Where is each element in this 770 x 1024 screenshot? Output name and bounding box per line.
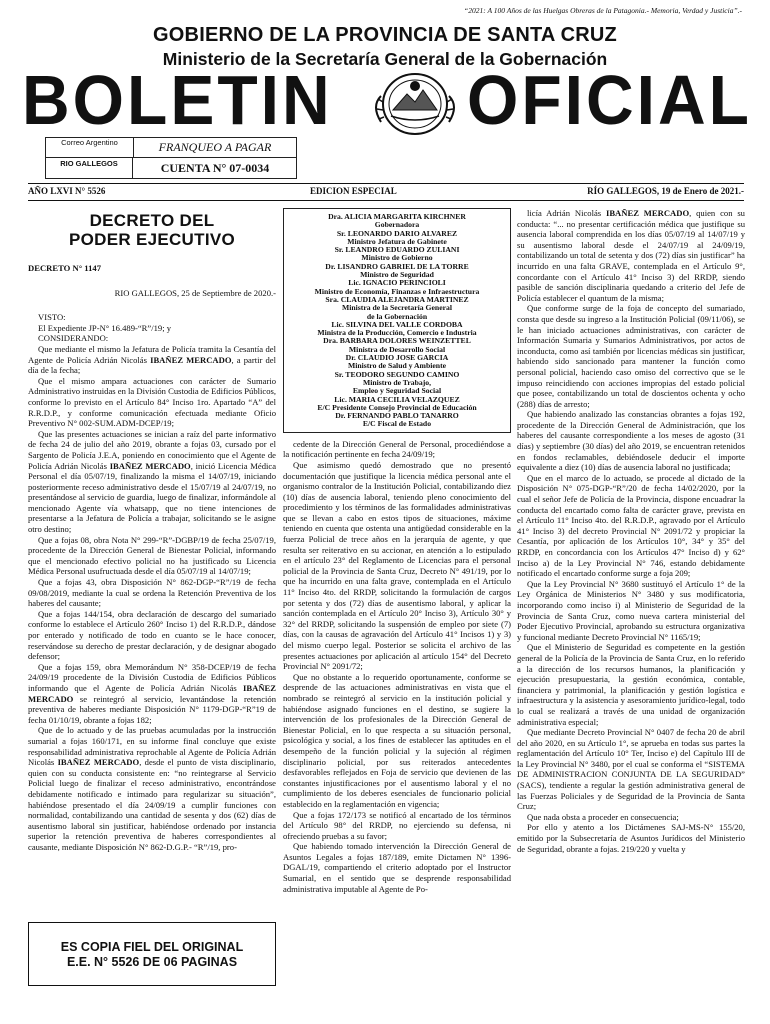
issue-edition: EDICION ESPECIAL [310, 186, 397, 196]
signatory-line: Sr. TEODORO SEGUNDO CAMINO [334, 369, 460, 379]
signatory-line: E/C Fiscal de Estado [362, 419, 432, 429]
signatory-line: Dr. FERNANDO PABLO TANARRO [335, 411, 459, 421]
paragraph: Por ello y atento a los Dictámenes SAJ-MS-N° 155/20, emitido por la Subsecretaría de Asuntos Jurídicos del Ministerio de Seguridad, obrante a fojas. 219/220 y vuelta y [517, 822, 745, 854]
signatory-line: Ministro de Gobierno [361, 253, 433, 263]
paragraph: Que la Ley Provincial N° 3680 sustituyó el Artículo 1° de la Ley Orgánica de Ministerios N° 3480 y sus modificatoria, incorporando como inciso i) al Ministerio de Seguridad de la Provincia de Santa Cruz, como nueva cartera ministerial del Poder Ejecutivo Provincial, aprobando su estructura organizativa y funcional mediante Decreto Provincial N° 1165/19; [517, 578, 745, 642]
ministry-title: Ministerio de la Secretaría General de la Gobernación [162, 49, 608, 69]
decree-place-date: RIO GALLEGOS, 25 de Septiembre de 2020.- [114, 287, 276, 298]
paragraph: Que mediante Decreto Provincial N° 0407 de fecha 20 de abril del año 2020, en su Artículo 1°, se aprueba en todas sus partes la reglamentación del Artículo 10° Ter, Inciso e) del Capítulo III de la Ley Provincial N° 3480, por el cual se conforma el “SISTEMA DE ADMINISTRACION CONJUNTA DE LA SEGURIDAD” (SACS), tendiente a regular la gestión administrativa general de las Fuerzas Policiales y de Seguridad de la Provincia de Santa Cruz; [517, 727, 745, 812]
masthead-word-oficial: OFICIAL [467, 61, 752, 139]
paragraph: Que conforme surge de la foja de concepto del sumariado, consta que desde su ingreso a la Institución Policial (09/11/06), se le han iniciado actuaciones administrativas, con carácter de Información Sumaria y Sumarios Administrativos, por actos de inconducta, como así también por licencias médicas sin justificar, habiendo sido sancionado para mantener la función como personal policial, haciendo caso omiso del correctivo que se le impuso reincidiendo con acciones impropias del estado policial que posee, contabilizando un total de doscientos ochenta y ocho (288) días de arresto; [517, 303, 745, 409]
divider-top [28, 183, 744, 184]
signatory-line: Empleo y Seguridad Social [352, 386, 442, 396]
paragraph: Que asimismo quedó demostrado que no presentó documentación que justifique la licencia médica personal ante el organismo contralor de la Institución Policial, contabilizando diez (10) días de ausencia laboral, teniendo pleno conocimiento del procedimiento y los términos de las formalidades administrativas que se llevan a cabo en estos tipos de situaciones, máxime teniendo en cuenta que ostenta una antigüedad considerable en la fuerza Policial de trece años en la jerarquía de agente, y que resulta ser reiterativo en su accionar, en atención a lo estipulado en el artículo 23° del Reglamento de Licencias para el personal policial de la Provincia de Santa Cruz, Decreto N° 491/19, por lo que ha incurrido en una falta grave, contemplada en el Artículo 11° Inciso 4to. del RRDP, solicitando la formulación de cargos por setenta y dos (72) días de ausentismo laboral, y aplicar la sanción contemplada en el Artículo 20° Inciso 3), Artículo 30° y 32° del RRDP, solicitando la suspensión de empleo por siete (7) días, con la causas de agravación del Artículo 41° Incisos 1) y 3) del mismo cuerpo legal. Posterior se solicita el archivo de las presentes actuaciones por aplicación al artículo 154° del Decreto Provincial N° 2091/72; [283, 459, 511, 672]
signatory-line: de la Gobernación [366, 311, 428, 321]
signatory-line: Dr. LISANDRO GABRIEL DE LA TORRE [325, 261, 469, 271]
signatory-line: Ministro de Seguridad [360, 270, 434, 280]
signatories-box [283, 208, 511, 433]
paragraph: El Expediente JP-N° 16.489-“R”/19; y [38, 322, 172, 333]
paragraph: Que en el marco de lo actuado, se procede al dictado de la Disposición N° 075-DGP-“R”/20 de fecha 14/02/2020, por la cual el señor Jefe de Policía de la Provincia, dispone encuadrar la conducta del encartado como falta de carácter grave, prevista en el Artículo 11° Inciso 4to. del R.R.D.P., agravado por el Artículo 41° Inciso 3) del decreto Provincial N° 2091/72 y propiciar la Cesantía, por aplicación de los Artículos 10°, 34° y 35° del RRDP, en concordancia con los Artículos 47° Inciso d) y 62° Inciso a) de la Ley Provincial N° 746, estando debidamente notificado el encartado conforme surge a foja 209; [517, 472, 745, 579]
divider-bottom [28, 200, 744, 201]
signatory-line: Sra. CLAUDIA ALEJANDRA MARTINEZ [325, 294, 469, 304]
paragraph: Que el Ministerio de Seguridad es competente en la gestión general de la Policía de la Provincia de Santa Cruz, en lo referido a la dirección de los recursos humanos, la planificación y ejecución presupuestaria, la gestión económica, contable, financiera y patrimonial, la planificación y gestión logística e infraestructura y la asistencia y asesoramiento jurídico-legal, todo lo cual se realizará a través de una unidad de organización administrativa especial; [517, 642, 745, 727]
signatory-line: Ministro de Salud y Ambiente [347, 361, 447, 371]
paragraph: Que mediante el mismo la Jefatura de Policía tramita la Cesantía del Agente de Policía Adrián Nicolás IBAÑEZ MERCADO, a partir del día de la fecha; [28, 343, 276, 376]
signatory-line: Gobernadora [374, 220, 420, 230]
government-title: GOBIERNO DE LA PROVINCIA DE SANTA CRUZ [153, 24, 617, 46]
column-1-body [28, 312, 276, 852]
column-3-body [517, 208, 745, 854]
signatory-line: Dra. BARBARA DOLORES WEINZETTEL [323, 336, 471, 346]
paragraph: Que no obstante a lo requerido oportunamente, conforme se desprende de las actuaciones administrativas en vista que el nombrado se reintegró al servicio en la institución policial y habiéndose asignado funciones en el destino, se sugiere la intervención de los profesionales de la Dirección General de Bienestar Policial, en lo que respecta a su situación personal, psicológica y social, a los fines de establecer las aptitudes en el desempeño de la función policial y la sujeción al régimen disciplinario policial, por sus reiterados antecedentes desfavorables reflejados en Foja de servicio que devienen de las constantes injustificaciones por el ausentismo laboral y el no cumplimiento de los deberes esenciales de funcionario policial establecido en la reglamentación en vigencia; [283, 671, 511, 809]
signatory-line: Ministro Jefatura de Gabinete [347, 236, 447, 246]
signatory-line: Lic. IGNACIO PERINCIOLI [348, 278, 446, 288]
paragraph: Que a fojas 08, obra Nota N° 299-“R”-DGBP/19 de fecha 25/07/19, procedente de la Dirección General de Bienestar Policial, informando que el mencionado efectivo policial no ha justificado su Licencia Médica Personal usufructuada desde el día 05/07/19 al 14/07/19; [28, 534, 276, 577]
provincial-seal-icon [367, 66, 463, 138]
postal-franqueo: FRANQUEO A PAGAR [134, 138, 296, 158]
signatory-line: E/C Presidente Consejo Provincial de Educación [317, 402, 477, 412]
paragraph: Que a fojas 43, obra Disposición N° 862-DGP-“R”/19 de fecha 09/08/2019, mediante la cual se ordena la Retención Preventiva de los haberes del causante; [28, 577, 276, 609]
masthead [22, 61, 752, 139]
paragraph: Que habiendo tomado intervención la Dirección General de Asuntos Legales a fojas 187/189, emite Dictamen N° 1396-DGAL/19, compartiendo el criterio adoptado por el Instructor Sumarial, en el sentido que se desprende responsabilidad administrativa imputable al Agente de Po- [283, 841, 511, 894]
paragraph: Que habiendo analizado las constancias obrantes a fojas 192, procedente de la Dirección General de Administración, que los haberes del causante correspondiente a los meses de agosto (31 días) y septiembre (30 días) del año 2019, se encuentran retenidos en fondos reclamables, debiéndosele deducir el importe equivalente a diez (10) días de ausencia laboral no justificada; [517, 409, 745, 473]
column-3 [517, 208, 745, 854]
paragraph: Que de lo actuado y de las pruebas acumuladas por la instrucción sumarial a fojas 160/171, en su informe final concluye que existe responsabilidad administrativa reprochable al Agente de Policía Adrián Nicolás IBAÑEZ MERCADO, desde el punto de vista disciplinario, quien con su conducta consistente en: “no reintegrarse al Servicio Policial luego de finalizar el receso administrativo, encontrándose debidamente notificado e intimado para regularizar su situación”, habiéndose presentado el día 24/09/19 a cumplir funciones con normalidad, contabilizando una cantidad de sesenta y dos (62) días de ausentismo laboral sin justificar, habiéndose ordenado por instancia superior la retención preventiva de haberes correspondientes al causante, mediante Disposición N° 862-D.G.P.- “R”/19, pro- [28, 725, 276, 852]
paragraph: Que nada obsta a proceder en consecuencia; [527, 811, 679, 822]
column-1 [28, 208, 276, 852]
signatory-line: Sr. LEONARDO DARIO ALVAREZ [336, 228, 458, 238]
column-2-body [283, 439, 511, 895]
signatory-line: Lic. MARIA CECILIA VELAZQUEZ [334, 394, 460, 404]
paragraph: Que a fojas 159, obra Memorándum N° 358-DCEP/19 de fecha 24/09/19 procedente de la División Custodia de Edificios Públicos informando que el Agente de Policía Adrián Nicolás IBAÑEZ MERCADO se reintegró al servicio, levantándose la retención preventiva de haberes mediante Disposición N° 1179-DGP-“R”19 de fecha 01/10/19, obrante a fojas 182; [28, 661, 276, 725]
copy-notice [28, 922, 276, 986]
postal-city: RIO GALLEGOS [46, 158, 133, 178]
signatory-line: Dra. ALICIA MARGARITA KIRCHNER [328, 212, 466, 221]
paragraph: VISTO: [38, 312, 66, 323]
column-2 [283, 208, 511, 894]
copy-notice-line-1: ES COPIA FIEL DEL ORIGINAL [60, 940, 244, 954]
section-title [28, 211, 276, 249]
issue-number: AÑO LXVI N° 5526 [28, 186, 106, 196]
signatory-line: Ministra de la Producción, Comercio e Industria [317, 328, 477, 338]
masthead-word-boletin: BOLETIN [22, 61, 333, 139]
paragraph: licía Adrián Nicolás IBAÑEZ MERCADO, quien con su conducta: “... no presentar certificación médica que justifique su ausencia laboral comprendida en los días 05/07/19 al 14/07/19 y su ausentismo laboral desde el 24/07/19 al 24/09/19, contabilizando un total de setenta y dos (72) días sin justificar” ha incurrido en una falta GRAVE, contemplada en el Artículo 9°, concordante con el Artículo 41° Inciso 3) del RRDP, siendo pasible de sanción disciplinaria quedando a criterio del Jefe de Policía establecer el quantum de la misma; [517, 208, 745, 303]
paragraph: Que el mismo ampara actuaciones con carácter de Sumario Administrativo instruidas en la División Custodia de Edificios Públicos, conforme lo previsto en el Artículo 84° Inciso 1ro. Apartado “A” del R.R.D.P., y conforme comunicación efectuada mediante Oficio Preventivo N° 002-SUM.ADM-DCEP/19; [28, 375, 277, 429]
signatory-line: Ministra de Desarrollo Social [348, 344, 446, 354]
section-title-line-1: DECRETO DEL [89, 211, 215, 230]
decree-number: DECRETO N° 1147 [28, 263, 101, 273]
paragraph: Que a fojas 144/154, obra declaración de descargo del sumariado conforme lo establece el Artículo 260° Inciso 1) del R.R.D.P., dándose por enterado y notificado de todo en cuanto se le hace conocer, reservándose su derecho de prestar declaración, y de designar abogado defensor; [28, 608, 276, 662]
issue-date: RÍO GALLEGOS, 19 de Enero de 2021.- [587, 186, 744, 196]
signatory-line: Sr. LEANDRO EDUARDO ZULIANI [334, 245, 460, 255]
signatory-line: Ministra de la Secretaría General [341, 303, 453, 313]
paragraph: CONSIDERANDO: [38, 333, 109, 344]
year-motto: “2021: A 100 Años de las Huelgas Obreras de la Patagonia.- Memoria, Verdad y Justicia”.- [464, 6, 742, 15]
paragraph: Que las presentes actuaciones se inician a raíz del parte informativo de fecha 24 de julio del año 2019, obrante a fojas 03, cursado por el Sargento de Policía J.E.A, poniendo en conocimiento que el Agente de Policía Adrián Nicolás IBAÑEZ MERCADO, inició Licencia Médica Personal el día 05/07/19, finalizando la misma el 14/07/19, iniciando posteriormente receso administrativo desde el 15/07/19 al 24/07/19, no presentándose al servicio de guardia, luego de finalizar, informándole al mencionado Agente vía whatsapp, que no tiene intenciones de presentarse a la Jefatura de Policía a trabajar, solicitando se le asigne otro destino; [28, 428, 277, 535]
signatory-line: Ministro de Economía, Finanzas e Infraestructura [314, 286, 480, 296]
section-title-line-2: PODER EJECUTIVO [68, 230, 236, 249]
postal-correo: Correo Argentino [46, 138, 134, 158]
signatory-line: Dr. CLAUDIO JOSE GARCIA [345, 353, 449, 363]
postal-box [45, 137, 297, 179]
copy-notice-line-2: E.E. N° 5526 DE 06 PAGINAS [66, 955, 238, 969]
paragraph: cedente de la Dirección General de Personal, procediéndose a la notificación pertinente en fecha 24/09/19; [283, 438, 511, 460]
signatory-line: Ministro de Trabajo, [362, 377, 432, 387]
paragraph: Que a fojas 172/173 se notificó al encartado de los términos del Artículo 98° del RRDP, no ejerciendo su defensa, ni ofreciendo pruebas a su favor; [283, 809, 511, 841]
postal-cuenta: CUENTA N° 07-0034 [160, 161, 270, 175]
signatory-line: Lic. SILVINA DEL VALLE CORDOBA [331, 319, 463, 329]
